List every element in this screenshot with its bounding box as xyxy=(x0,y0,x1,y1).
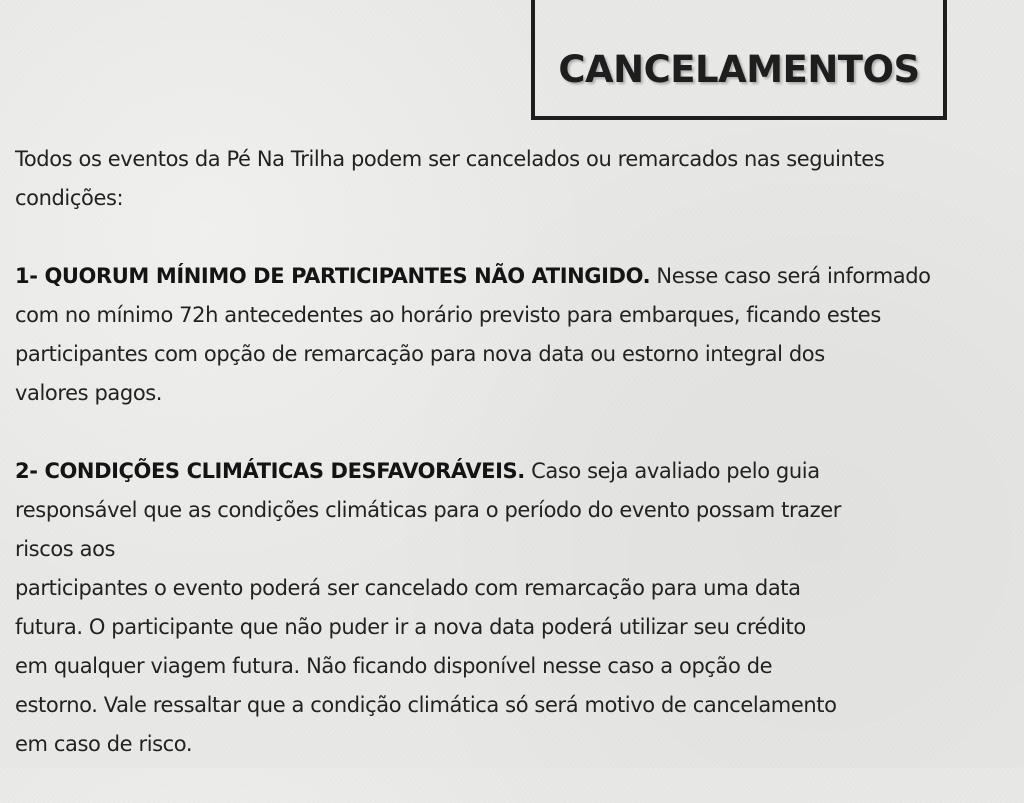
section-2-line: futura. O participante que não puder ir a nova data poderá utilizar seu crédito xyxy=(15,615,806,639)
intro-line: condições: xyxy=(15,186,124,210)
section-2-heading: 2- CONDIÇÕES CLIMÁTICAS DESFAVORÁVEIS. xyxy=(15,459,525,483)
section-2-text: Caso seja avaliado pelo guia xyxy=(524,459,820,483)
section-2-paragraph xyxy=(15,452,1015,764)
section-2-line: participantes o evento poderá ser cancelado com remarcação para uma data xyxy=(15,576,801,600)
title-box xyxy=(531,0,947,120)
intro-line: Todos os eventos da Pé Na Trilha podem ser cancelados ou remarcados nas seguintes xyxy=(15,147,885,171)
section-1-paragraph xyxy=(15,257,1015,413)
section-2-line: responsável que as condições climáticas para o período do evento possam trazer xyxy=(15,498,842,522)
section-2-line: estorno. Vale ressaltar que a condição climática só será motivo de cancelamento xyxy=(15,693,837,717)
section-1-first-line xyxy=(15,257,1015,296)
section-1-line: valores pagos. xyxy=(15,381,163,405)
section-1-line: com no mínimo 72h antecedentes ao horário previsto para embarques, ficando estes xyxy=(15,303,881,327)
section-2-line: em caso de risco. xyxy=(15,732,193,756)
section-1-text: Nesse caso será informado xyxy=(650,264,931,288)
document-body xyxy=(15,140,1015,803)
section-1-heading: 1- QUORUM MÍNIMO DE PARTICIPANTES NÃO ATINGIDO. xyxy=(15,264,651,288)
section-2-line: riscos aos xyxy=(15,537,116,561)
intro-paragraph xyxy=(15,140,1015,218)
section-2-first-line xyxy=(15,452,1015,491)
section-1-line: participantes com opção de remarcação para nova data ou estorno integral dos xyxy=(15,342,825,366)
section-2-line: em qualquer viagem futura. Não ficando disponível nesse caso a opção de xyxy=(15,654,773,678)
page-title: CANCELAMENTOS xyxy=(558,48,920,91)
